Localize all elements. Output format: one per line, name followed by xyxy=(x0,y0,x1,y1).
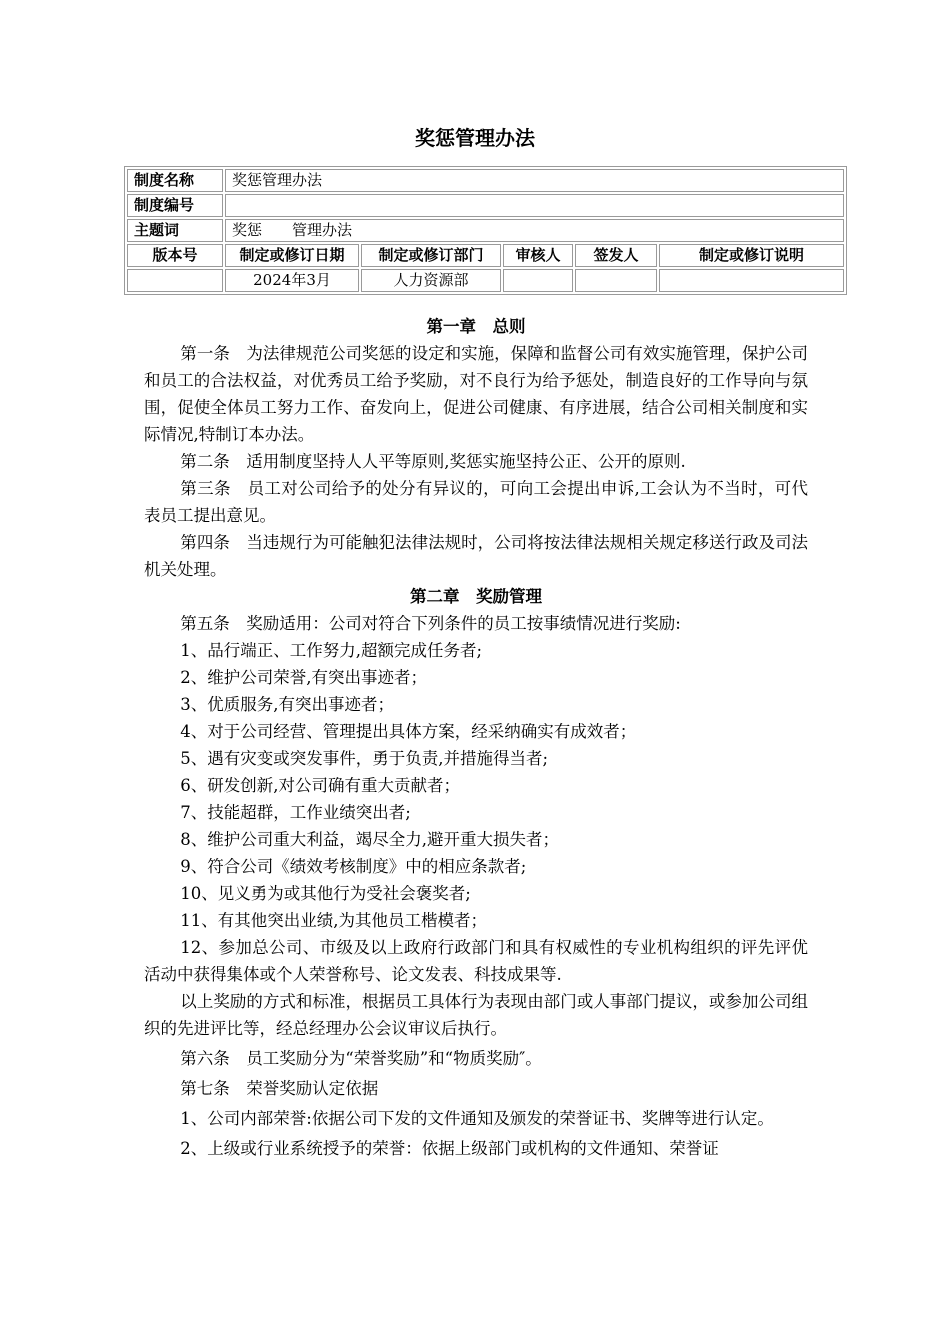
table-header-row xyxy=(127,244,844,267)
list-item: 7、技能超群，工作业绩突出者; xyxy=(180,803,411,822)
cell-department: 人力资源部 xyxy=(361,269,501,292)
header-notes: 制定或修订说明 xyxy=(659,244,844,267)
list-item: 11、有其他突出业绩,为其他员工楷模者； xyxy=(180,911,488,930)
chapter-heading: 第一章 总则 xyxy=(426,317,526,336)
article-4: 第四条 当违规行为可能触犯法律法规时，公司将按法律法规相关规定移送行政及司法机关处理。 xyxy=(144,533,808,579)
list-item: 5、遇有灾变或突发事件，勇于负责,并措施得当者; xyxy=(180,749,549,768)
name-value: 奖惩管理办法 xyxy=(225,169,844,192)
header-department: 制定或修订部门 xyxy=(361,244,501,267)
header-version: 版本号 xyxy=(127,244,223,267)
keywords-value: 奖惩 管理办法 xyxy=(225,219,844,242)
table-row xyxy=(127,269,844,292)
article-3: 第三条 员工对公司给予的处分有异议的，可向工会提出申诉,工会认为不当时，可代表员工提出意见。 xyxy=(144,479,808,525)
list-item: 12、参加总公司、市级及以上政府行政部门和具有权威性的专业机构组织的评先评优活动中获得集体或个人荣誉称号、论文发表、科技成果等. xyxy=(144,938,808,984)
table-row xyxy=(127,194,844,217)
header-issuer: 签发人 xyxy=(575,244,657,267)
list-item: 3、优质服务,有突出事迹者； xyxy=(180,695,395,714)
list-item: 4、对于公司经营、管理提出具体方案，经采纳确实有成效者； xyxy=(180,722,637,741)
basis-item: 2、上级或行业系统授予的荣誉：依据上级部门或机构的文件通知、荣誉证 xyxy=(180,1139,719,1158)
policy-info-table xyxy=(124,166,847,295)
cell-reviewer xyxy=(503,269,573,292)
code-label: 制度编号 xyxy=(127,194,223,217)
header-reviewer: 审核人 xyxy=(503,244,573,267)
header-date: 制定或修订日期 xyxy=(225,244,359,267)
table-row xyxy=(127,219,844,242)
article-1: 第一条 为法律规范公司奖惩的设定和实施，保障和监督公司有效实施管理，保护公司和员工的合法权益，对优秀员工给予奖励，对不良行为给予惩处，制造良好的工作导向与氛围，促使全体员工努力工作、奋发向上，促进公司健康、有序进展，结合公司相关制度和实际情况,特制订本办法。 xyxy=(144,344,808,444)
list-item: 8、维护公司重大利益，竭尽全力,避开重大损失者； xyxy=(180,830,560,849)
code-value xyxy=(225,194,844,217)
basis-item: 1、公司内部荣誉:依据公司下发的文件通知及颁发的荣誉证书、奖牌等进行认定。 xyxy=(180,1109,774,1128)
cell-notes xyxy=(659,269,844,292)
chapter-heading: 第二章 奖励管理 xyxy=(410,587,542,606)
keywords-label: 主题词 xyxy=(127,219,223,242)
cell-date: 2024年3月 xyxy=(225,269,359,292)
cell-issuer xyxy=(575,269,657,292)
list-item: 1、品行端正、工作努力,超额完成任务者; xyxy=(180,641,483,660)
article-7: 第七条 荣誉奖励认定依据 xyxy=(180,1079,379,1098)
list-item: 6、研发创新,对公司确有重大贡献者； xyxy=(180,776,461,795)
article-2: 第二条 适用制度坚持人人平等原则,奖惩实施坚持公正、公开的原则. xyxy=(180,452,686,471)
table-row xyxy=(127,169,844,192)
list-item: 10、见义勇为或其他行为受社会褒奖者; xyxy=(180,884,471,903)
article-5: 第五条 奖励适用：公司对符合下列条件的员工按事绩情况进行奖励: xyxy=(180,614,681,633)
name-label: 制度名称 xyxy=(127,169,223,192)
document-body xyxy=(144,313,808,1162)
document-title: 奖惩管理办法 xyxy=(415,126,535,150)
reward-summary: 以上奖励的方式和标准，根据员工具体行为表现由部门或人事部门提议，或参加公司组织的先进评比等，经总经理办公会议审议后执行。 xyxy=(144,992,808,1038)
list-item: 2、维护公司荣誉,有突出事迹者； xyxy=(180,668,428,687)
article-6: 第六条 员工奖励分为“荣誉奖励”和“物质奖励″。 xyxy=(180,1049,542,1068)
list-item: 9、符合公司《绩效考核制度》中的相应条款者; xyxy=(180,857,527,876)
cell-version xyxy=(127,269,223,292)
